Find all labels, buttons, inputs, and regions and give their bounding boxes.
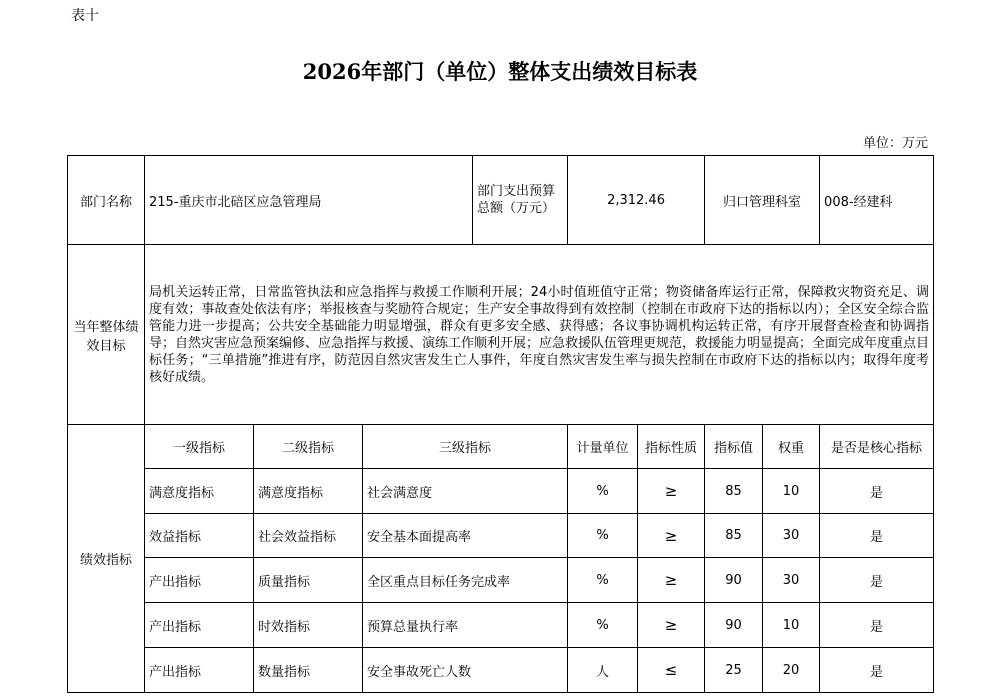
table-row	[68, 558, 934, 603]
dept-name-value: 215-重庆市北碚区应急管理局	[145, 156, 473, 245]
weight-cell: 20	[763, 648, 820, 693]
goal-label: 当年整体绩效目标	[68, 245, 145, 425]
performance-target-table	[67, 155, 934, 693]
l1-cell: 满意度指标	[145, 469, 254, 514]
l1-cell: 产出指标	[145, 558, 254, 603]
budget-label: 部门支出预算总额（万元）	[473, 156, 568, 245]
l2-cell: 质量指标	[254, 558, 363, 603]
table-row	[68, 469, 934, 514]
col-header-unit: 计量单位	[568, 425, 638, 469]
dept-row	[68, 156, 934, 245]
nature-cell: ≥	[638, 603, 705, 648]
core-cell: 是	[820, 603, 934, 648]
table-row	[68, 514, 934, 558]
budget-value: 2,312.46	[568, 156, 705, 245]
l3-cell: 安全事故死亡人数	[363, 648, 568, 693]
col-header-value: 指标值	[705, 425, 763, 469]
goal-row	[68, 245, 934, 425]
page-title: 2026年部门（单位）整体支出绩效目标表	[302, 59, 698, 84]
core-cell: 是	[820, 469, 934, 514]
indicator-header-row	[68, 425, 934, 469]
weight-cell: 30	[763, 558, 820, 603]
weight-cell: 10	[763, 469, 820, 514]
weight-cell: 10	[763, 603, 820, 648]
l1-cell: 产出指标	[145, 648, 254, 693]
col-header-l1: 一级指标	[145, 425, 254, 469]
unit-cell: %	[568, 514, 638, 558]
l2-cell: 满意度指标	[254, 469, 363, 514]
value-cell: 90	[705, 558, 763, 603]
l2-cell: 数量指标	[254, 648, 363, 693]
core-cell: 是	[820, 558, 934, 603]
table-row	[68, 603, 934, 648]
l1-cell: 效益指标	[145, 514, 254, 558]
col-header-l3: 三级指标	[363, 425, 568, 469]
nature-cell: ≥	[638, 514, 705, 558]
weight-cell: 30	[763, 514, 820, 558]
value-cell: 85	[705, 514, 763, 558]
office-value: 008-经建科	[820, 156, 934, 245]
table-number-label: 表十	[71, 8, 99, 24]
unit-cell: %	[568, 603, 638, 648]
l1-cell: 产出指标	[145, 603, 254, 648]
nature-cell: ≥	[638, 469, 705, 514]
unit-cell: %	[568, 558, 638, 603]
unit-label: 单位：万元	[862, 136, 928, 151]
table-row	[68, 648, 934, 693]
core-cell: 是	[820, 514, 934, 558]
value-cell: 25	[705, 648, 763, 693]
value-cell: 85	[705, 469, 763, 514]
goal-text: 局机关运转正常，日常监管执法和应急指挥与救援工作顺利开展；24小时值班值守正常；物资储备库运行正常，保障救灾物资充足、调度有效；事故查处依法有序；举报核查与奖励符合规定；生产安全事故得到有效控制（控制在市政府下达的指标以内）；全区安全综合监管能力进一步提高；公共安全基础能力明显增强，群众有更多安全感、获得感；各议事协调机构运转正常，有序开展督查检查和协调指导；自然灾害应急预案编修、应急指挥与救援、演练工作顺利开展；应急救援队伍管理更规范，救援能力明显提高；全面完成年度重点目标任务；“三单措施”推进有序，防范因自然灾害发生亡人事件，年度自然灾害发生率与损失控制在市政府下达的指标以内；取得年度考核好成绩。	[145, 245, 934, 425]
indicators-label: 绩效指标	[68, 425, 145, 693]
office-label: 归口管理科室	[705, 156, 820, 245]
nature-cell: ≥	[638, 558, 705, 603]
l2-cell: 时效指标	[254, 603, 363, 648]
unit-cell: 人	[568, 648, 638, 693]
nature-cell: ≤	[638, 648, 705, 693]
l2-cell: 社会效益指标	[254, 514, 363, 558]
unit-cell: %	[568, 469, 638, 514]
dept-name-label: 部门名称	[68, 156, 145, 245]
col-header-weight: 权重	[763, 425, 820, 469]
l3-cell: 预算总量执行率	[363, 603, 568, 648]
col-header-l2: 二级指标	[254, 425, 363, 469]
l3-cell: 安全基本面提高率	[363, 514, 568, 558]
l3-cell: 全区重点目标任务完成率	[363, 558, 568, 603]
col-header-core: 是否是核心指标	[820, 425, 934, 469]
l3-cell: 社会满意度	[363, 469, 568, 514]
col-header-nature: 指标性质	[638, 425, 705, 469]
value-cell: 90	[705, 603, 763, 648]
core-cell: 是	[820, 648, 934, 693]
